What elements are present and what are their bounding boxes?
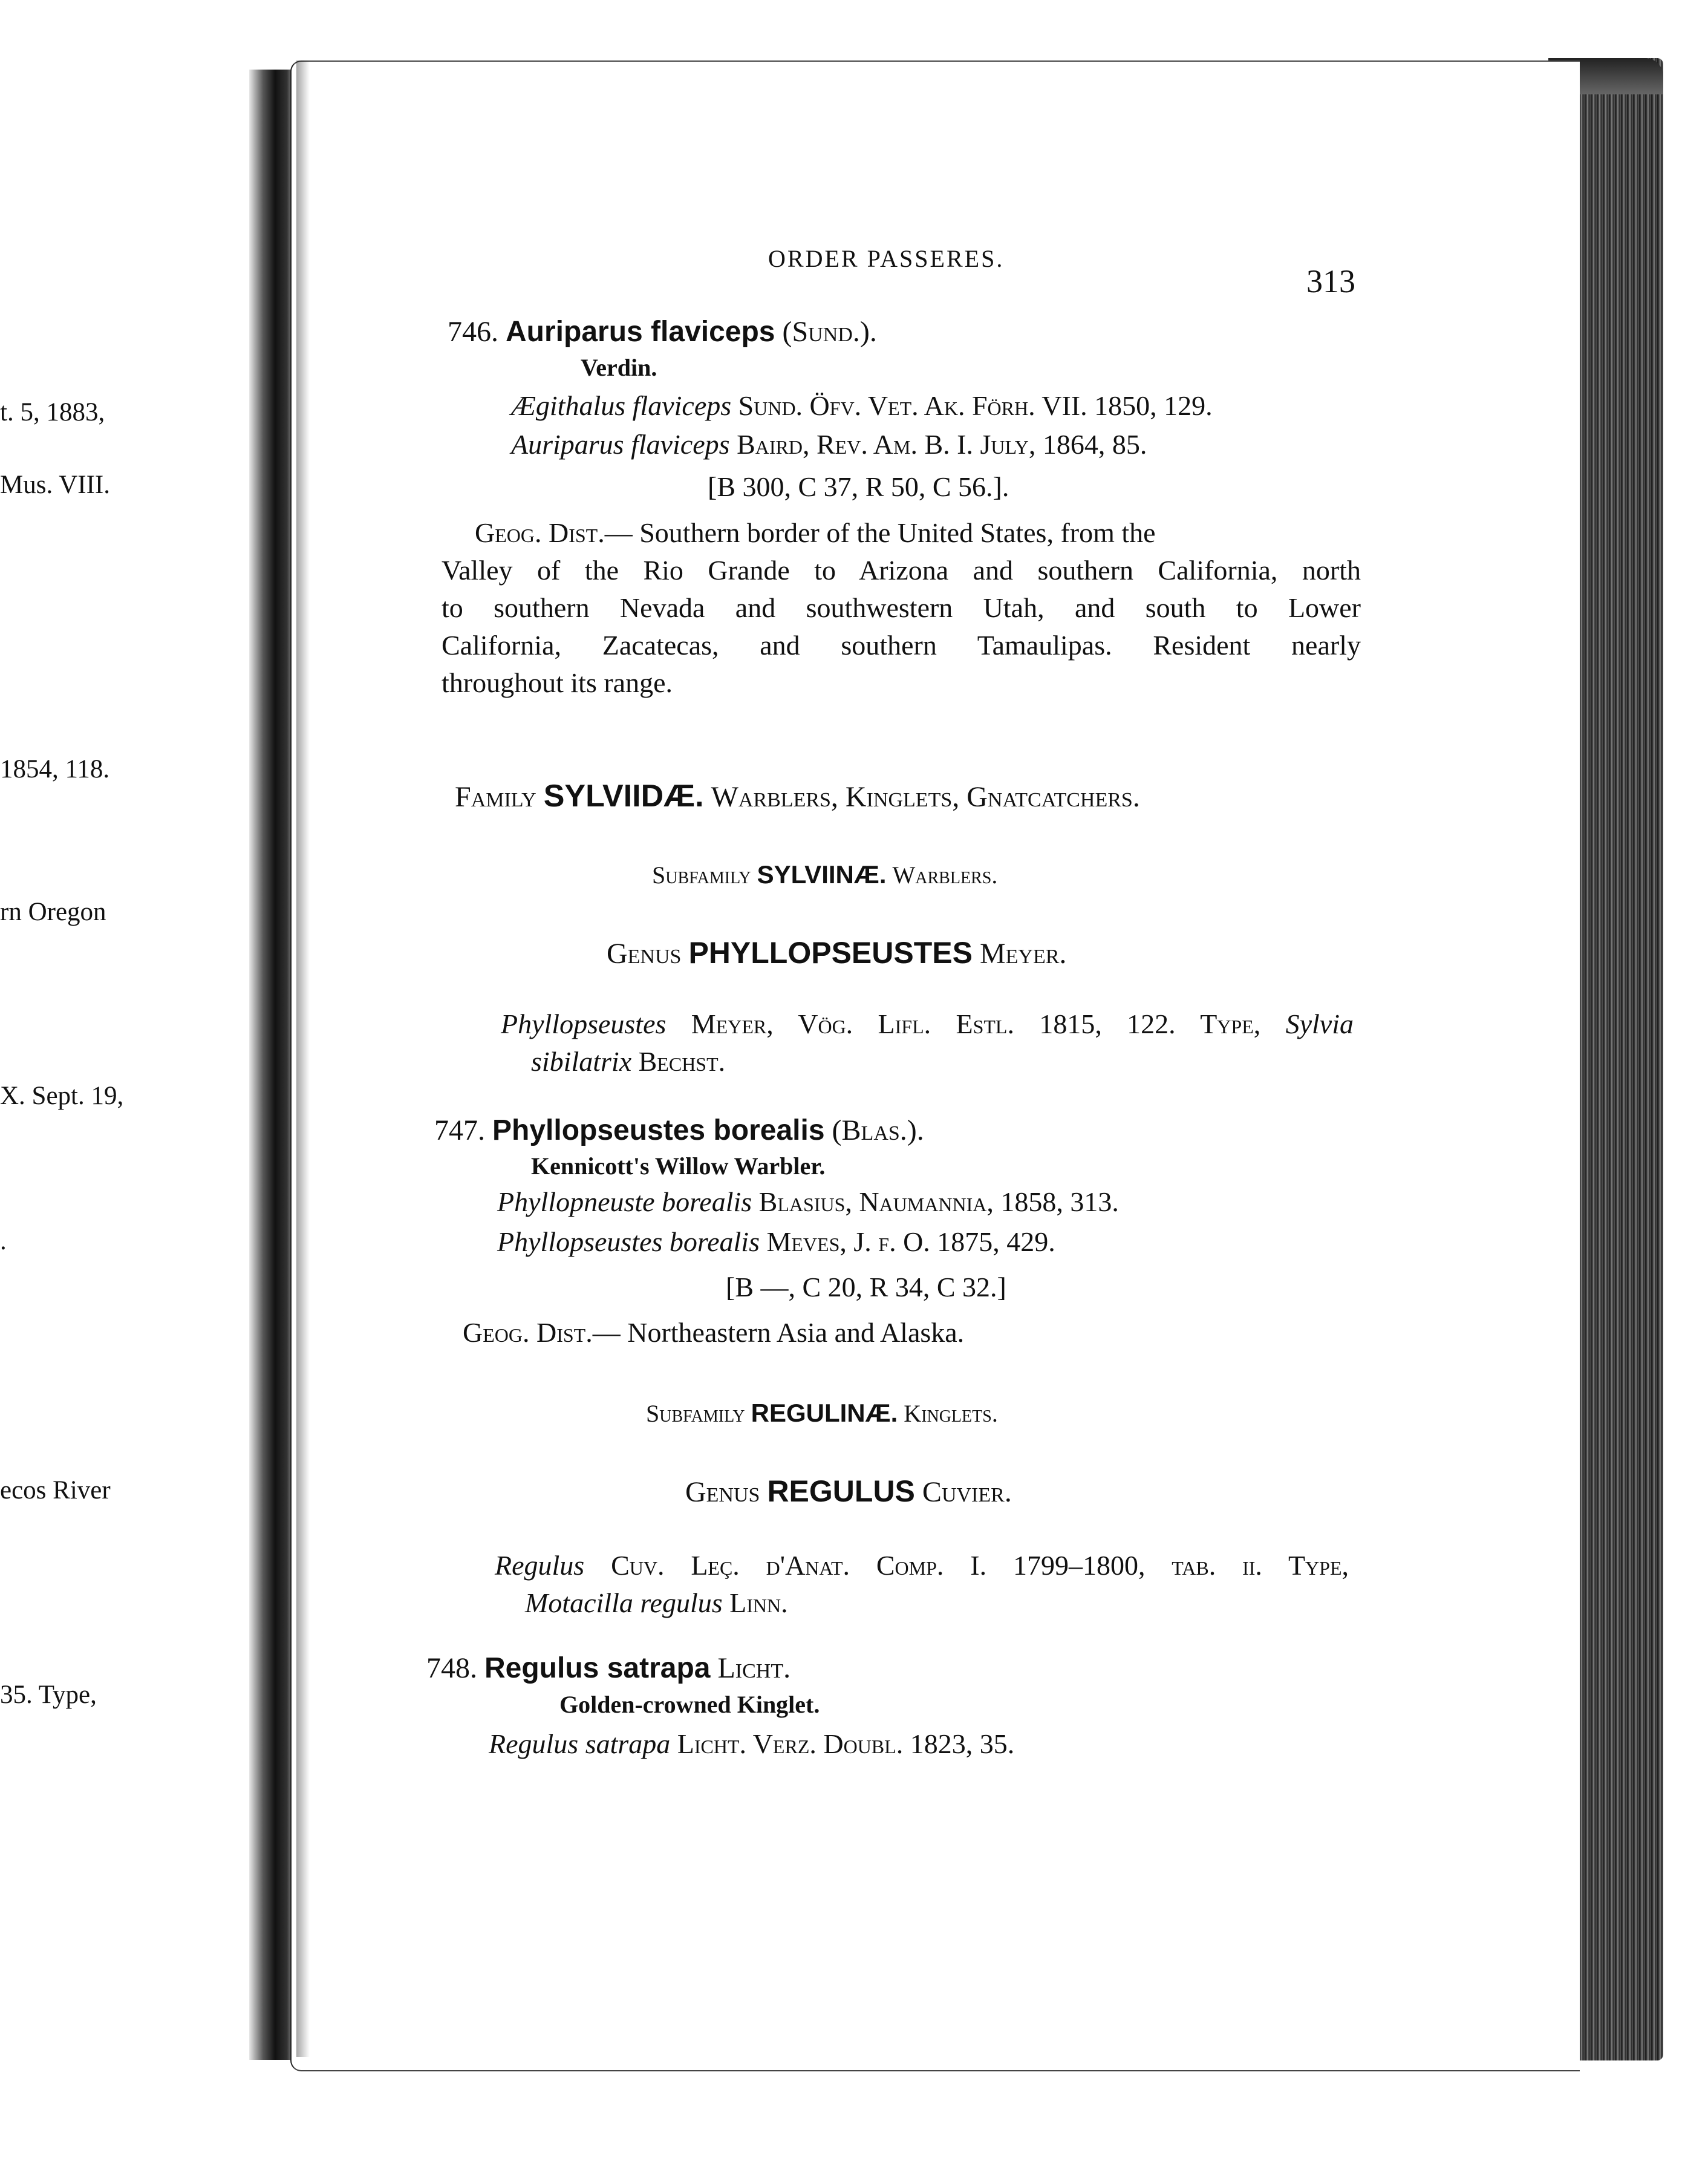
subfamily-name: REGULINÆ.: [751, 1399, 898, 1427]
left-fragment-line: t. 5, 1883,: [0, 398, 105, 426]
geo-dist-line: Geog. Dist.— Southern border of the United States, from the: [475, 517, 1156, 548]
geo-dist-line: Geog. Dist.— Northeastern Asia and Alaska.: [463, 1317, 965, 1348]
genus-description-line: Motacilla regulus Linn.: [525, 1587, 788, 1618]
genus-name: PHYLLOPSEUSTES: [688, 936, 973, 970]
synonym-line: Auriparus flaviceps Baird, Rev. Am. B. I. July, 1864, 85.: [511, 429, 1147, 460]
geo-dist-label: Geog. Dist.—: [463, 1317, 621, 1348]
common-name: Verdin.: [581, 354, 657, 381]
left-fragment-line: X. Sept. 19,: [0, 1082, 124, 1110]
reference-codes: [B —, C 20, R 34, C 32.]: [726, 1272, 1006, 1302]
left-fragment-line: Mus. VIII.: [0, 471, 110, 499]
species-author: Licht.: [717, 1652, 791, 1684]
common-name: Golden-crowned Kinglet.: [559, 1691, 820, 1718]
right-page: [290, 60, 1580, 2071]
entry-number: 747.: [434, 1114, 485, 1146]
family-name: SYLVIIDÆ.: [543, 779, 704, 814]
entry-number: 746.: [448, 316, 498, 348]
synonym-line: Ægithalus flaviceps Sund. Öfv. Vet. Ak. Förh. VII. 1850, 129.: [511, 390, 1213, 421]
synonym-line: Regulus satrapa Licht. Verz. Doubl. 1823, 35.: [489, 1728, 1015, 1759]
geo-dist-line: to southern Nevada and southwestern Utah, and south to Lower: [442, 592, 1361, 623]
genus-name: REGULUS: [767, 1474, 915, 1508]
geo-dist-line: California, Zacatecas, and southern Tamaulipas. Resident nearly: [442, 630, 1361, 661]
geo-dist-line: Valley of the Rio Grande to Arizona and southern California, north: [442, 555, 1361, 586]
entry-748-heading: [426, 1654, 790, 1683]
left-fragment-line: 1854, 118.: [0, 755, 110, 783]
reference-codes: [B 300, C 37, R 50, C 56.].: [708, 471, 1009, 502]
species-author: (Sund.).: [782, 316, 877, 348]
left-fragment-line: .: [0, 1227, 7, 1255]
genus-description-line: Regulus Cuv. Leç. d'Anat. Comp. I. 1799–1800, tab. ii. Type,: [495, 1550, 1349, 1581]
geo-dist-line: throughout its range.: [442, 667, 673, 698]
page-number: 313: [1306, 263, 1355, 299]
left-fragment-line: 35. Type,: [0, 1681, 97, 1709]
left-page-fragment: [0, 54, 254, 2069]
genus-description-line: Phyllopseustes Meyer, Vög. Lifl. Estl. 1815, 122. Type, Sylvia: [501, 1008, 1354, 1039]
subfamily-name: SYLVIINÆ.: [757, 860, 887, 889]
geo-dist-label: Geog. Dist.—: [475, 517, 633, 548]
species-author: (Blas.).: [832, 1114, 924, 1146]
running-title: ORDER PASSERES.: [768, 245, 1005, 272]
common-name: Kennicott's Willow Warbler.: [531, 1152, 826, 1180]
species-name: Auriparus flaviceps: [506, 316, 775, 348]
species-name: Regulus satrapa: [484, 1652, 711, 1684]
family-heading: Family SYLVIIDÆ. Warblers, Kinglets, Gnatcatchers.: [455, 779, 1140, 814]
entry-746-heading: [448, 318, 877, 347]
subfamily-heading: Subfamily SYLVIINÆ. Warblers.: [652, 860, 998, 889]
entry-747-heading: [434, 1116, 924, 1145]
genus-heading: Genus REGULUS Cuvier.: [685, 1474, 1012, 1508]
family-common: Warblers, Kinglets, Gnatcatchers.: [711, 781, 1140, 813]
synonym-line: Phyllopseustes borealis Meves, J. f. O. 1875, 429.: [497, 1226, 1055, 1257]
book-gutter: [249, 70, 296, 2060]
left-fragment-line: rn Oregon: [0, 898, 106, 926]
synonym-line: Phyllopneuste borealis Blasius, Naumannia, 1858, 313.: [497, 1186, 1119, 1217]
gutter-shadow: [296, 60, 310, 2057]
genus-heading: Genus PHYLLOPSEUSTES Meyer.: [607, 936, 1067, 970]
entry-number: 748.: [426, 1652, 477, 1684]
genus-description-line: sibilatrix Bechst.: [531, 1046, 726, 1077]
left-fragment-line: ecos River: [0, 1476, 111, 1505]
species-name: Phyllopseustes borealis: [492, 1114, 825, 1146]
subfamily-heading: Subfamily REGULINÆ. Kinglets.: [646, 1399, 998, 1427]
